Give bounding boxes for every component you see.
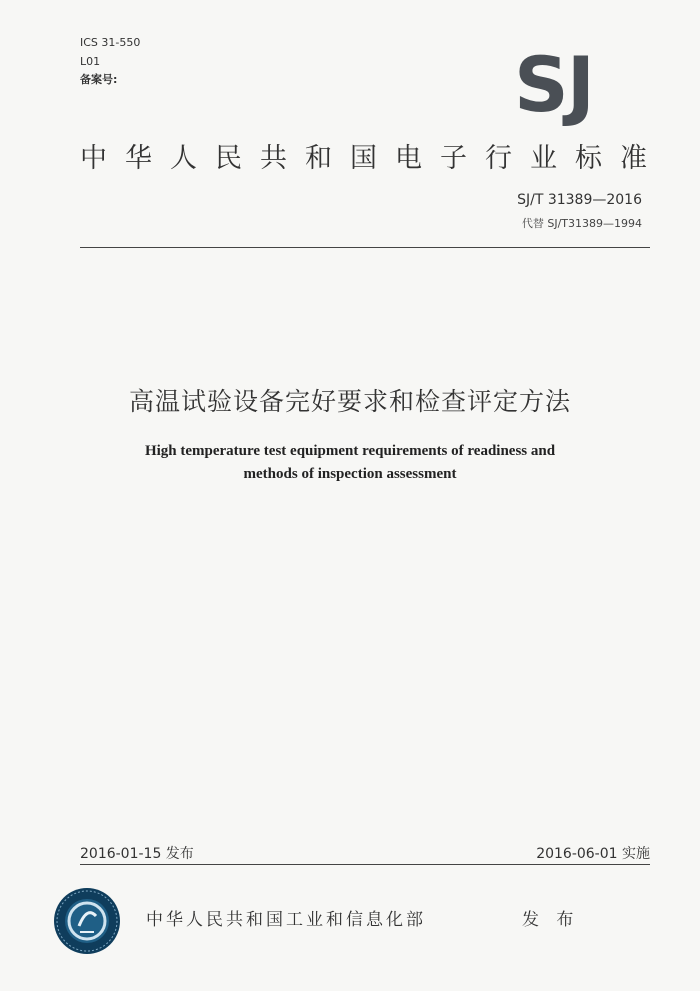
standard-category-title: 中华人民共和国电子行业标准 — [80, 143, 665, 174]
chinese-title: 高温试验设备完好要求和检查评定方法 — [128, 387, 571, 416]
english-title-line-1: High temperature test equipment requirements of readiness and — [144, 443, 556, 459]
replaces-standard: 代替 SJ/T31389—1994 — [521, 217, 642, 230]
ics-code: ICS 31-550 — [80, 36, 141, 49]
publish-date: 2016-01-15 发布 — [80, 846, 194, 862]
header-divider — [80, 247, 650, 248]
ministry-seal-icon — [52, 886, 122, 956]
standard-number: SJ/T 31389—2016 — [517, 192, 642, 208]
ccs-code: L01 — [80, 55, 101, 68]
issue-label: 发 布 — [522, 910, 580, 930]
english-title — [0, 440, 700, 486]
english-title-line-2: methods of inspection assessment — [243, 466, 457, 482]
sj-logo: SJ — [514, 40, 594, 129]
footer-divider — [80, 864, 650, 865]
filing-number-label: 备案号: — [80, 73, 118, 86]
implementation-date: 2016-06-01 实施 — [536, 846, 650, 862]
issuing-authority: 中华人民共和国工业和信息化部 — [146, 910, 426, 930]
